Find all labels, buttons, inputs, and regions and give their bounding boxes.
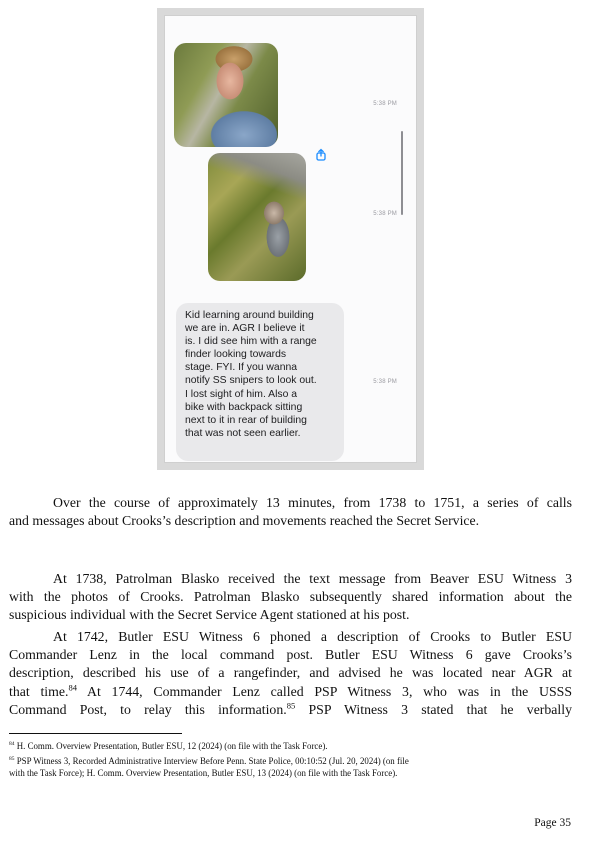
paragraph-text: PSP Witness 3 stated that he verbally: [308, 701, 572, 717]
paragraph-text: that time.: [9, 683, 69, 699]
phone-screen: [164, 15, 417, 463]
message-timestamp: 5:38 PM: [373, 379, 397, 385]
body-paragraph: [9, 570, 572, 625]
footnote-84: [9, 740, 572, 752]
message-line: finder looking towards: [185, 349, 287, 361]
message-line: notify SS snipers to look out.: [185, 375, 317, 387]
paragraph-line: Commander Lenz in the local command post. Butler ESU Witness 6 gave Crooks’s: [9, 647, 572, 663]
message-line: I lost sight of him. Also a: [185, 388, 298, 400]
message-timestamp: 5:38 PM: [373, 101, 397, 107]
footnote-line: [9, 755, 572, 767]
message-line: that was not seen earlier.: [185, 427, 301, 439]
footnote-85: [9, 755, 572, 779]
footnote-line: with the Task Force); H. Comm. Overview Presentation, Butler ESU, 13 (2024) (on file with the Task Force).: [9, 768, 398, 779]
message-line: next to it in rear of building: [185, 414, 307, 426]
crooks-photo-2: [208, 153, 306, 281]
text-message-bubble: [176, 303, 344, 461]
paragraph-line: and messages about Crooks’s description and movements reached the Secret Service.: [9, 513, 480, 529]
footnote-text: H. Comm. Overview Presentation, Butler ESU, 12 (2024) (on file with the Task Force).: [16, 741, 328, 751]
paragraph-text: At 1744, Commander Lenz called PSP Witness 3, who was in the USSS: [87, 683, 573, 699]
footnote-mark: 84: [9, 741, 15, 748]
message-line: Kid learning around building: [185, 310, 314, 321]
footnote-text: PSP Witness 3, Recorded Administrative Interview Before Penn. State Police, 00:10:52 (Jul. 20, 2024) (on file: [16, 756, 409, 766]
paragraph-line: with the photos of Crooks. Patrolman Blasko subsequently shared information about the: [9, 589, 572, 605]
share-icon: [314, 148, 328, 162]
message-line: bike with backpack sitting: [185, 401, 303, 413]
footnote-reference[interactable]: 85: [286, 700, 296, 711]
footnote-divider: [9, 733, 182, 734]
body-paragraph: [9, 628, 572, 719]
paragraph-line: [9, 701, 572, 719]
paragraph-line: suspicious individual with the Secret Service Agent stationed at his post.: [9, 607, 410, 623]
footnote-reference[interactable]: 84: [68, 682, 77, 693]
crooks-photo-1: [174, 43, 278, 147]
footnote-line: [9, 740, 572, 752]
page-number: Page 35: [534, 817, 571, 829]
paragraph-line: [9, 683, 572, 701]
message-line: we are in. AGR I believe it: [185, 323, 305, 335]
message-screenshot-figure: [157, 8, 424, 470]
message-line: is. I did see him with a range: [185, 336, 317, 348]
paragraph-text: Command Post, to relay this information.: [9, 701, 287, 717]
footnote-mark: 85: [9, 756, 15, 763]
paragraph-line: Over the course of approximately 13 minutes, from 1738 to 1751, a series of calls: [53, 495, 572, 510]
body-paragraph: [9, 494, 572, 530]
paragraph-line: At 1742, Butler ESU Witness 6 phoned a description of Crooks to Butler ESU: [53, 629, 572, 644]
paragraph-line: At 1738, Patrolman Blasko received the text message from Beaver ESU Witness 3: [53, 571, 572, 586]
message-timestamp: 5:38 PM: [373, 211, 397, 217]
paragraph-line: description, described his use of a rangefinder, and advised he was located near AGR at: [9, 665, 572, 681]
message-line: stage. FYI. If you wanna: [185, 362, 298, 374]
scroll-indicator: [401, 131, 403, 215]
